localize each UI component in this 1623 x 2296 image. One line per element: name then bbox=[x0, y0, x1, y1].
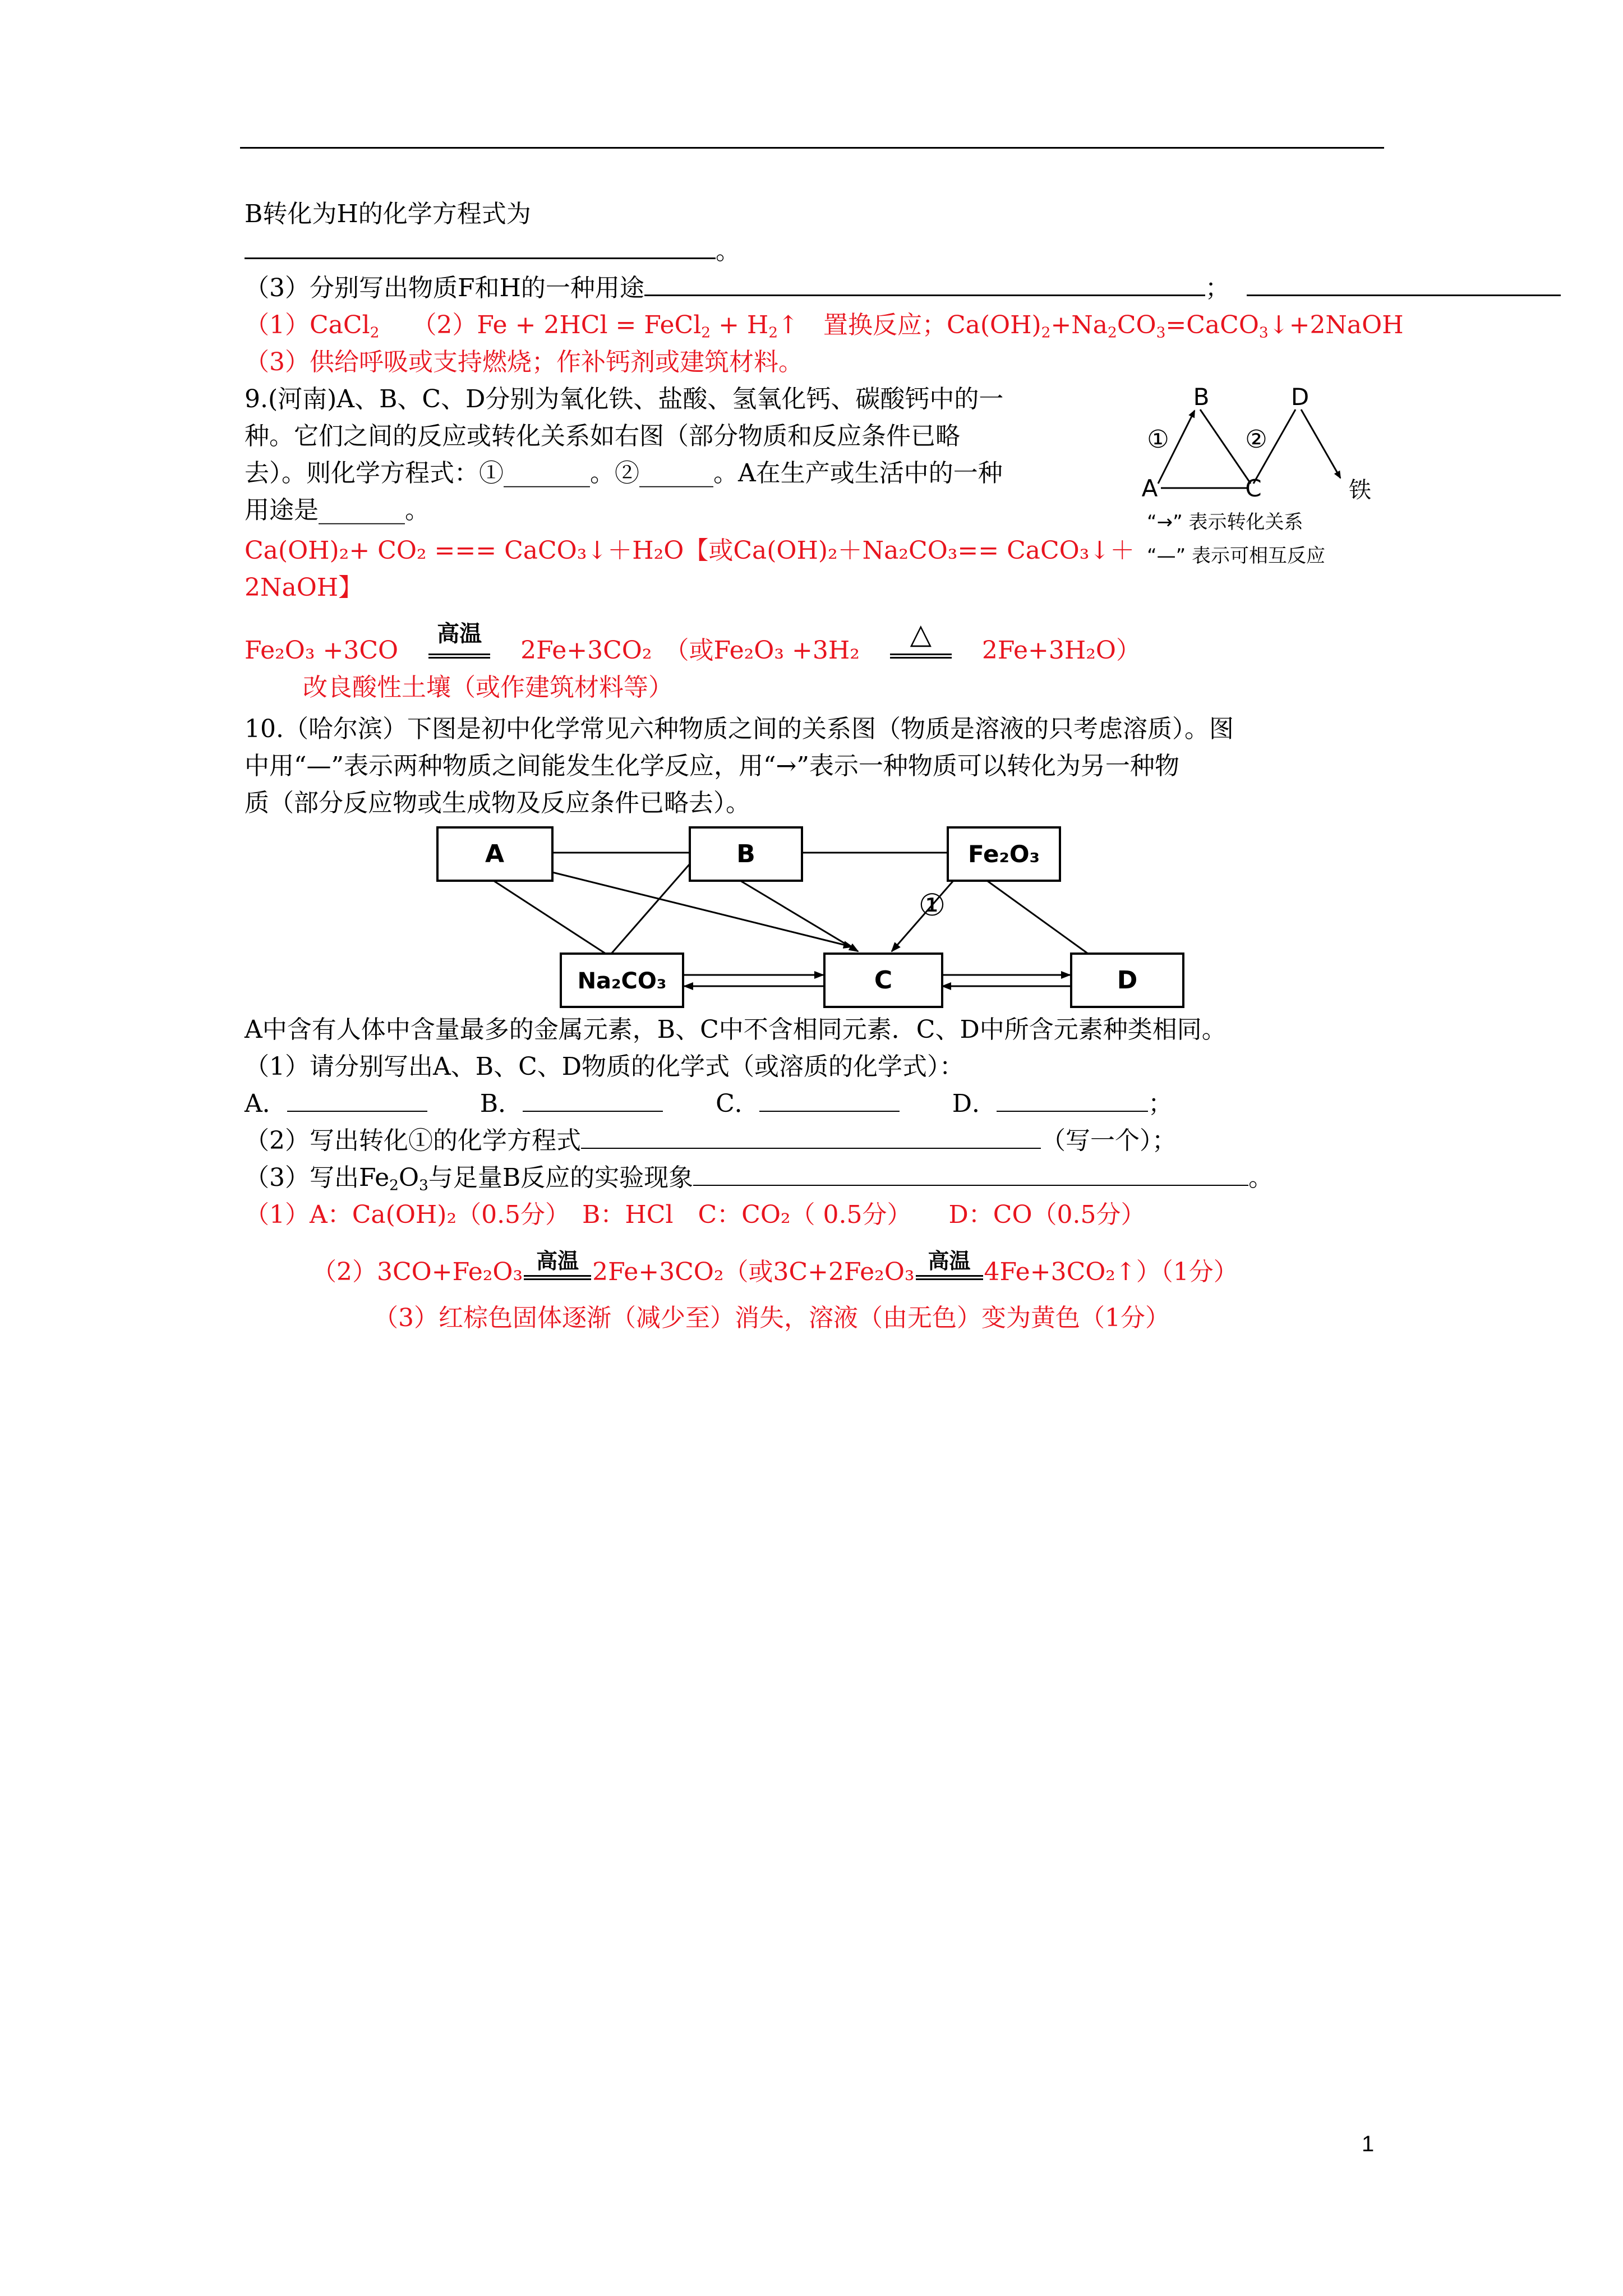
answer-blank[interactable] bbox=[1247, 272, 1561, 296]
blank-b[interactable] bbox=[523, 1088, 663, 1112]
q9-answer-1b: 2NaOH】 bbox=[245, 573, 363, 602]
line-a-na2co3 bbox=[494, 881, 606, 954]
condition-high-temp: 高温 bbox=[524, 1273, 591, 1280]
box-na2co3-label: Na₂CO₃ bbox=[577, 968, 667, 994]
q9-answer-1: Ca(OH)₂+ CO₂ === CaCO₃↓＋H₂O【或Ca(OH)₂＋Na₂CO₃== CaCO₃↓＋ bbox=[245, 536, 1135, 565]
phenomenon-blank[interactable] bbox=[693, 1162, 1248, 1186]
q10-line-1: 10.（哈尔滨）下图是初中化学常见六种物质之间的关系图（物质是溶液的只考虑溶质）。图 bbox=[245, 715, 1234, 743]
line-b-c bbox=[1200, 409, 1251, 484]
q9-line-2: 种。它们之间的反应或转化关系如右图（部分物质和反应条件已略 bbox=[245, 422, 960, 450]
q9-line-3: 去）。则化学方程式：①_______。②______。A在生产或生活中的一种 bbox=[245, 459, 1003, 487]
q9-line-1: 9.(河南)A、B、C、D分别为氧化铁、盐酸、氢氧化钙、碳酸钙中的一 bbox=[245, 385, 1004, 413]
q8-b-to-h-prompt: B转化为H的化学方程式为 bbox=[245, 200, 531, 228]
q10-answer-2: （2）3CO+Fe₂O₃ 高温 2Fe+3CO₂（或3C+2Fe₂O₃ 高温 4Fe+3CO₂↑）（1分） bbox=[312, 1249, 1238, 1286]
q9-line-4: 用途是_______。 bbox=[245, 496, 430, 524]
q10-answer-1: （1）A：Ca(OH)₂（0.5分） B：HCl C：CO₂（ 0.5分） D：CO（0.5分） bbox=[245, 1200, 1146, 1229]
q8-answer-2: （3）供给呼吸或支持燃烧；作补钙剂或建筑材料。 bbox=[245, 348, 803, 376]
node-iron: 铁 bbox=[1349, 477, 1371, 503]
q10-part-2: （2）写出转化①的化学方程式 （写一个）； bbox=[245, 1126, 1177, 1155]
mark-2: ② bbox=[1245, 425, 1267, 454]
answer-blank[interactable] bbox=[644, 272, 1205, 296]
equation-blank[interactable] bbox=[581, 1125, 1041, 1149]
q10-line-4: A中含有人体中含量最多的金属元素，B、C中不含相同元素．C、D中所含元素种类相同。 bbox=[245, 1015, 1227, 1044]
blank-d[interactable] bbox=[997, 1088, 1148, 1112]
mark-1: ① bbox=[1147, 425, 1169, 454]
blank-a[interactable] bbox=[287, 1088, 427, 1112]
node-c: C bbox=[1245, 475, 1262, 502]
q8-part3: （3）分别写出物质F和H的一种用途 ； bbox=[245, 272, 1561, 305]
node-b: B bbox=[1193, 383, 1210, 411]
q10-line-2: 中用“—”表示两种物质之间能发生化学反应，用“→”表示一种物质可以转化为另一种物 bbox=[245, 752, 1179, 780]
box-c-label: C bbox=[874, 966, 893, 995]
line-b-na2co3 bbox=[611, 864, 690, 954]
box-d-label: D bbox=[1117, 966, 1138, 995]
header-rule bbox=[240, 147, 1384, 149]
box-b-label: B bbox=[736, 840, 755, 868]
box-a-label: A bbox=[485, 840, 505, 868]
q10-answer-3: （3）红棕色固体逐渐（减少至）消失，溶液（由无色）变为黄色（1分） bbox=[374, 1304, 1170, 1332]
q10-blanks-row: A． B． C． D． ； bbox=[245, 1089, 1173, 1118]
q10-part-3: （3）写出$Fe_2O_3$与足量B反应的实验现象 。 bbox=[245, 1163, 1274, 1194]
condition-heat: △ bbox=[890, 652, 952, 659]
condition-high-temp: 高温 bbox=[428, 652, 490, 659]
q9-relation-diagram bbox=[1138, 381, 1402, 583]
arrow-a-to-c bbox=[552, 872, 852, 947]
box-fe2o3-label: Fe₂O₃ bbox=[968, 840, 1040, 868]
node-d: D bbox=[1290, 383, 1310, 411]
node-a: A bbox=[1141, 475, 1158, 502]
legend-line: “—” 表示可相互反应 bbox=[1147, 545, 1326, 567]
q8-answer-1: （1）CaCl$_2$ （2）Fe + 2HCl = FeCl$_2$ + $H_2↑$ 置换反应；$Ca(OH)_2+Na_2CO_3=CaCO_3↓+2NaOH$ bbox=[245, 311, 1404, 342]
mark-1: ① bbox=[918, 887, 946, 923]
arrow-d-to-fe bbox=[1301, 409, 1340, 478]
answer-blank[interactable] bbox=[245, 235, 716, 259]
condition-high-temp-2: 高温 bbox=[916, 1273, 983, 1280]
q10-line-3: 质（部分反应物或生成物及反应条件已略去）。 bbox=[245, 789, 750, 817]
q9-answer-3: 改良酸性土壤（或作建筑材料等） bbox=[303, 673, 673, 702]
blank-c[interactable] bbox=[759, 1088, 900, 1112]
line-fe2o3-d bbox=[987, 881, 1088, 954]
q8-equation-line: 。 bbox=[245, 234, 740, 268]
arrow-b-to-c bbox=[740, 881, 858, 951]
legend-arrow: “→” 表示转化关系 bbox=[1147, 511, 1303, 533]
page-number: 1 bbox=[1362, 2132, 1375, 2156]
q10-relation-diagram bbox=[426, 819, 1200, 1015]
q10-part-1: （1）请分别写出A、B、C、D物质的化学式（或溶质的化学式）： bbox=[245, 1052, 965, 1081]
q9-answer-2: Fe₂O₃ +3CO 高温 2Fe+3CO₂ （或Fe₂O₃ +3H₂ △ 2Fe+3H₂O） bbox=[245, 618, 1141, 665]
